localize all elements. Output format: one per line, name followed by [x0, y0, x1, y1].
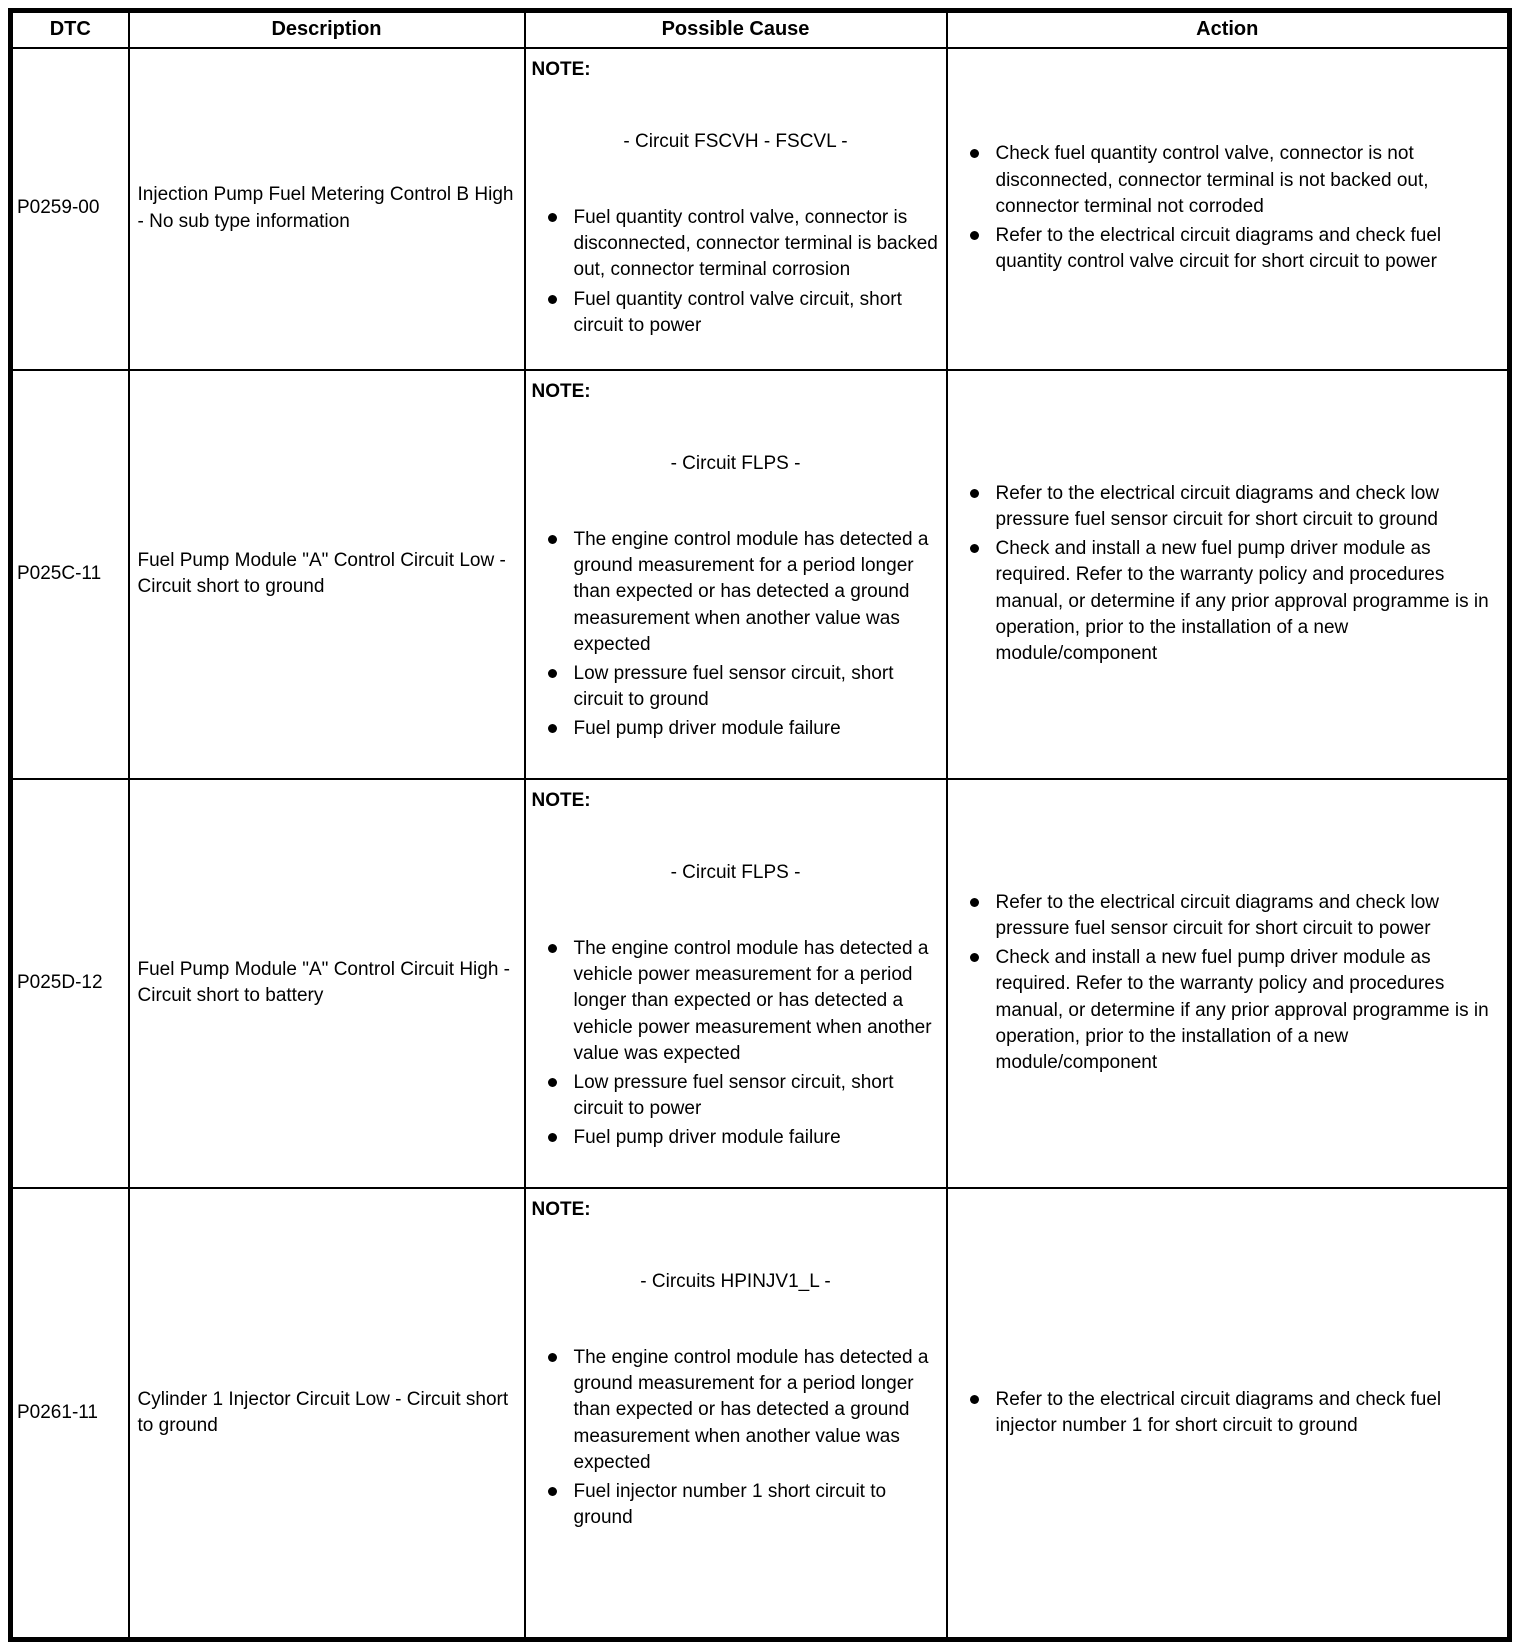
action-item: Refer to the electrical circuit diagrams and check low pressure fuel sensor circuit for short circuit to power: [954, 890, 1502, 942]
action-item: Check fuel quantity control valve, connector is not disconnected, connector terminal is not backed out, connector terminal not corroded: [954, 141, 1502, 220]
cause-item: Low pressure fuel sensor circuit, short circuit to ground: [532, 661, 940, 713]
note-circuit: - Circuit FSCVH - FSCVL -: [623, 130, 848, 152]
description-cell: Injection Pump Fuel Metering Control B High - No sub type information: [129, 48, 525, 370]
cause-item: Fuel injector number 1 short circuit to ground: [532, 1479, 940, 1531]
note-label: NOTE:: [531, 380, 591, 402]
table-row: [11, 48, 1510, 370]
cause-item: Fuel pump driver module failure: [532, 1125, 940, 1151]
action-list: [954, 1387, 1502, 1439]
header-row: [11, 11, 1510, 48]
table-row: [11, 779, 1510, 1188]
cause-list: [532, 1345, 940, 1532]
note-label: NOTE:: [531, 1198, 591, 1220]
possible-cause-cell: [525, 370, 947, 779]
description-cell: Cylinder 1 Injector Circuit Low - Circuit short to ground: [129, 1188, 525, 1640]
cause-list: [532, 527, 940, 743]
action-list: [954, 141, 1502, 275]
description-cell: Fuel Pump Module "A" Control Circuit Low - Circuit short to ground: [129, 370, 525, 779]
note-circuit: - Circuit FLPS -: [670, 452, 801, 474]
action-cell: [947, 779, 1510, 1188]
cause-item: Fuel quantity control valve circuit, short circuit to power: [532, 287, 940, 339]
action-list: [954, 890, 1502, 1077]
cause-list: [532, 205, 940, 339]
possible-cause-cell: [525, 779, 947, 1188]
cause-list: [532, 936, 940, 1152]
cause-item: Fuel quantity control valve, connector is disconnected, connector terminal is backed out, connector terminal corrosion: [532, 205, 940, 284]
note-label: NOTE:: [531, 58, 591, 80]
cause-item: The engine control module has detected a ground measurement for a period longer than expected or has detected a ground measurement when another value was expected: [532, 527, 940, 658]
possible-cause-cell: [525, 48, 947, 370]
table-row: [11, 370, 1510, 779]
col-header-description: Description: [129, 11, 525, 48]
action-item: Refer to the electrical circuit diagrams and check fuel quantity control valve circuit for short circuit to power: [954, 223, 1502, 275]
action-cell: [947, 370, 1510, 779]
action-item: Check and install a new fuel pump driver module as required. Refer to the warranty policy and procedures manual, or determine if any prior approval programme is in operation, prior to the installation of a new module/component: [954, 536, 1502, 667]
action-item: Refer to the electrical circuit diagrams and check low pressure fuel sensor circuit for short circuit to ground: [954, 481, 1502, 533]
description-cell: Fuel Pump Module "A" Control Circuit High - Circuit short to battery: [129, 779, 525, 1188]
action-cell: [947, 1188, 1510, 1640]
col-header-action: Action: [947, 11, 1510, 48]
col-header-dtc: DTC: [11, 11, 129, 48]
cause-item: Low pressure fuel sensor circuit, short circuit to power: [532, 1070, 940, 1122]
dtc-table: [8, 8, 1512, 1642]
col-header-possible-cause: Possible Cause: [525, 11, 947, 48]
table-row: [11, 1188, 1510, 1640]
cause-item: The engine control module has detected a ground measurement for a period longer than expected or has detected a ground measurement when another value was expected: [532, 1345, 940, 1476]
possible-cause-cell: [525, 1188, 947, 1640]
note-circuit: - Circuits HPINJV1_L -: [640, 1270, 831, 1292]
dtc-cell: P0259-00: [11, 48, 129, 370]
dtc-cell: P025C-11: [11, 370, 129, 779]
note-circuit: - Circuit FLPS -: [670, 861, 801, 883]
cause-item: Fuel pump driver module failure: [532, 716, 940, 742]
cause-item: The engine control module has detected a vehicle power measurement for a period longer than expected or has detected a vehicle power measurement when another value was expected: [532, 936, 940, 1067]
dtc-cell: P0261-11: [11, 1188, 129, 1640]
action-item: Refer to the electrical circuit diagrams and check fuel injector number 1 for short circuit to ground: [954, 1387, 1502, 1439]
dtc-cell: P025D-12: [11, 779, 129, 1188]
action-item: Check and install a new fuel pump driver module as required. Refer to the warranty policy and procedures manual, or determine if any prior approval programme is in operation, prior to the installation of a new module/component: [954, 945, 1502, 1076]
action-cell: [947, 48, 1510, 370]
note-label: NOTE:: [531, 789, 591, 811]
action-list: [954, 481, 1502, 668]
